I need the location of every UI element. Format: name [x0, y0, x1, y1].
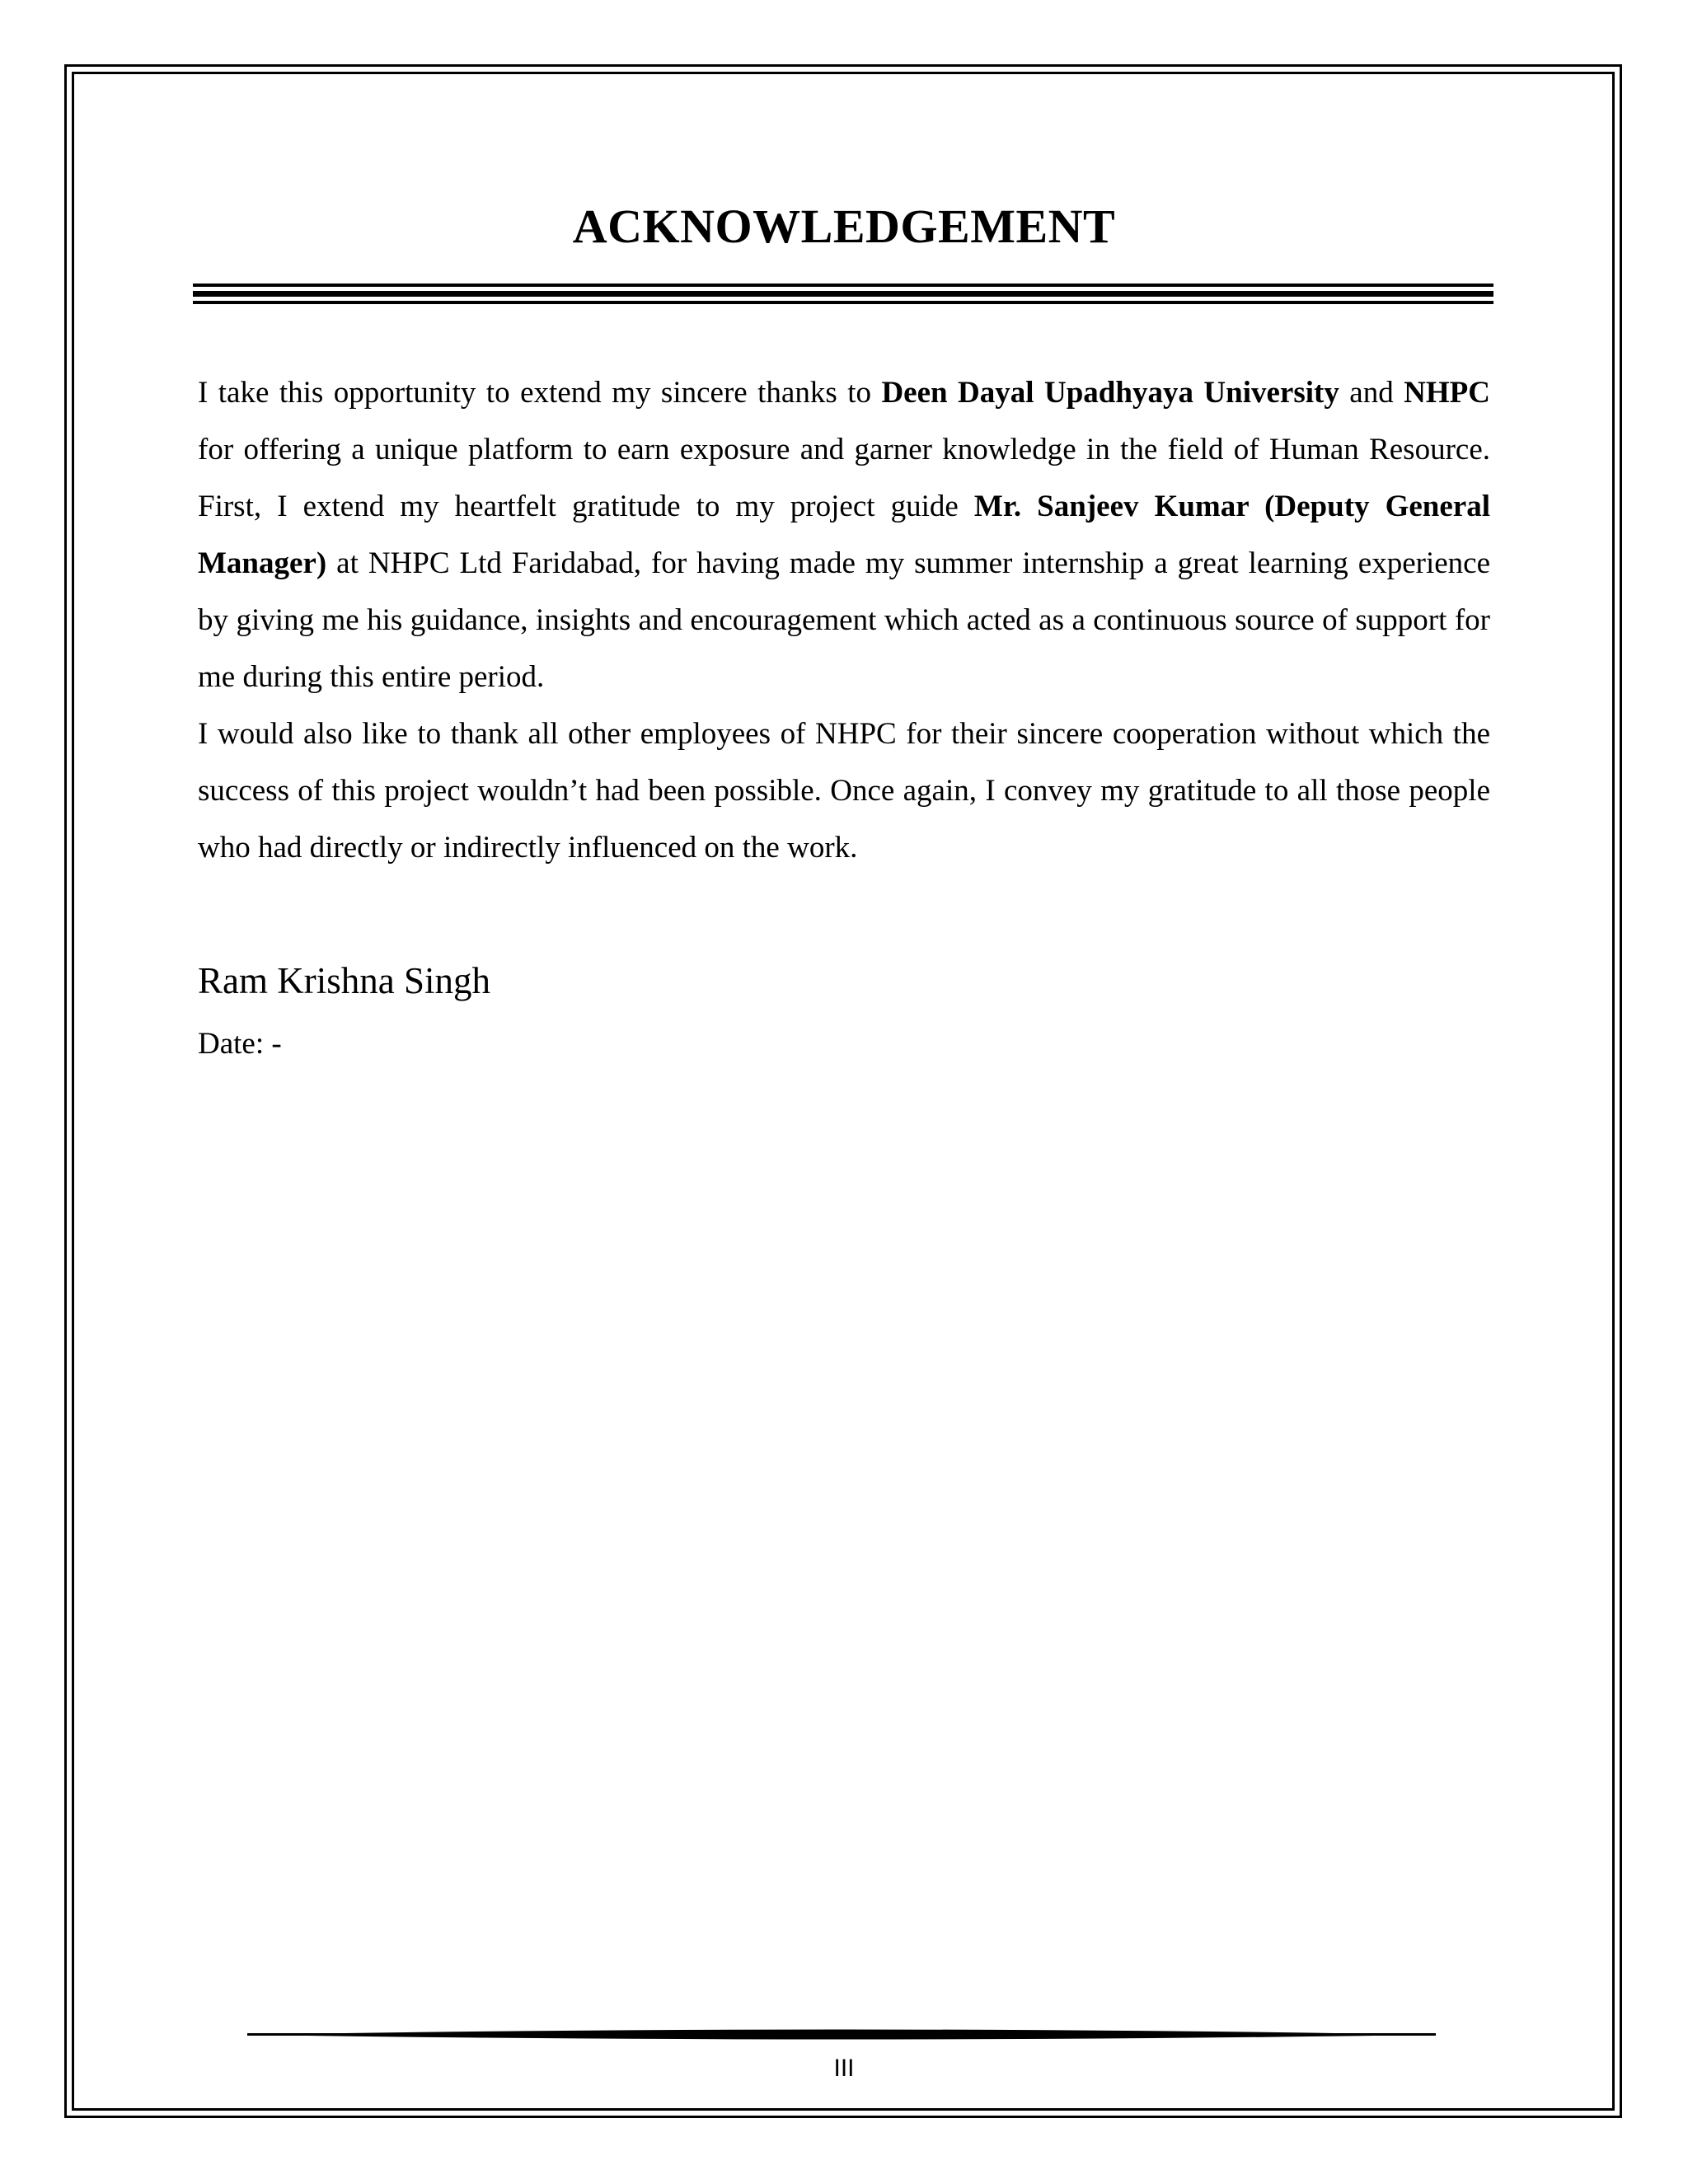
paragraph-1-text-3: for offering a unique platform to earn exposure and garner knowledge in the field of Human Resource. First, I extend my heartfelt gratitude to my project guide — [198, 433, 1490, 523]
title-divider — [193, 284, 1493, 305]
project-guide-name: Mr. Sanjeev Kumar (Deputy General Manager) — [198, 490, 1491, 580]
page-number: III — [833, 2055, 855, 2082]
date-line: Date: - — [198, 1027, 282, 1061]
paragraph-1-text-1: I take this opportunity to extend my sincere thanks to — [198, 376, 882, 410]
footer-divider — [247, 2024, 1436, 2044]
paragraph-1 — [198, 364, 1490, 705]
university-name: Deen Dayal Upadhyaya University — [881, 376, 1339, 410]
page-title: ACKNOWLEDGEMENT — [572, 199, 1116, 253]
signatory-name: Ram Krishna Singh — [198, 960, 490, 1001]
paragraph-1-text-4: at NHPC Ltd Faridabad, for having made my summer internship a great learning experience by giving me his guidance, insights and encouragement which acted as a continuous source of support for me during this entire period. — [198, 546, 1490, 694]
paragraph-2: I would also like to thank all other employees of NHPC for their sincere cooperation without which the success of this project wouldn’t had been possible. Once again, I convey my gratitude to all those people who had directly or indirectly influenced on the work. — [198, 717, 1490, 865]
acknowledgement-body — [198, 364, 1490, 876]
organization-name: NHPC — [1404, 376, 1490, 410]
paragraph-1-text-2: and — [1339, 376, 1404, 410]
